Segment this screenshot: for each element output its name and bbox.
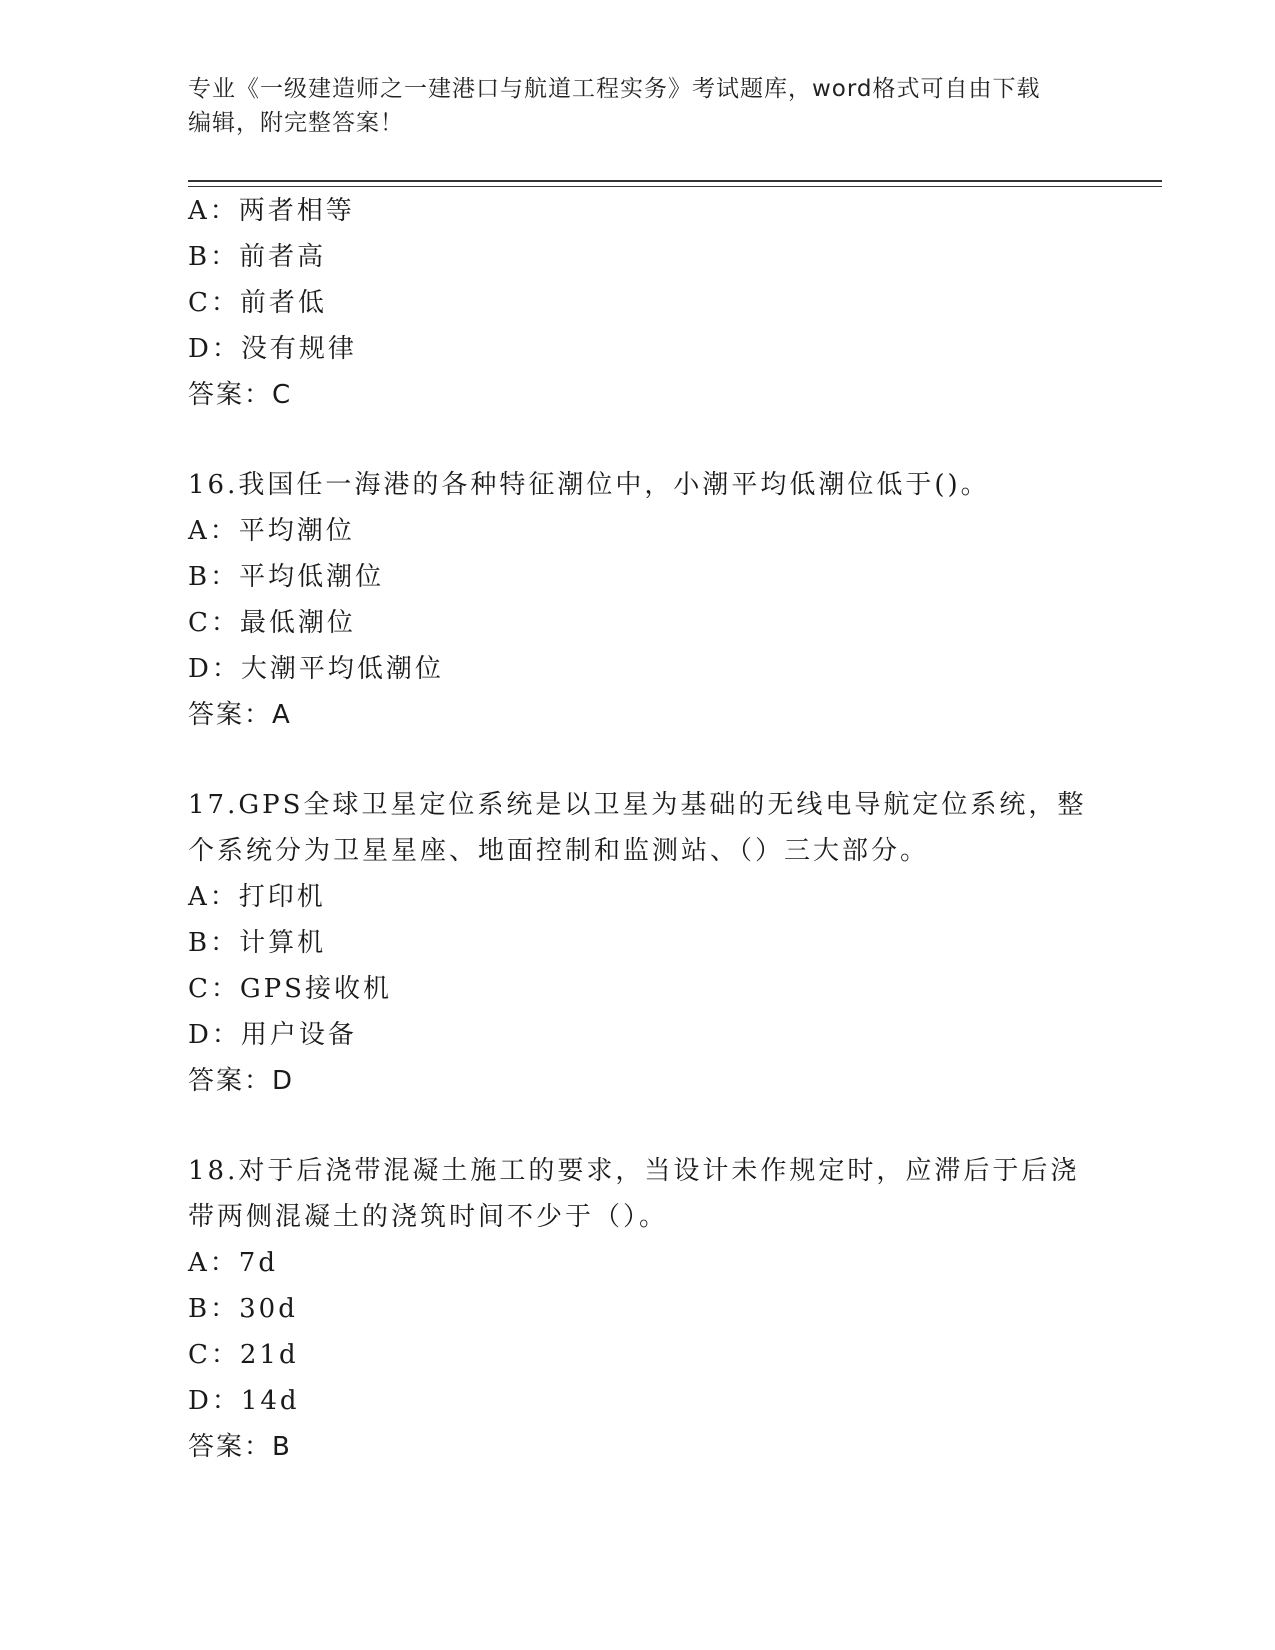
question-18 [188, 1148, 1088, 1470]
option-d: D：没有规律 [188, 334, 357, 364]
option-c: C：前者低 [188, 288, 327, 318]
header-line-2: 编辑，附完整答案！ [188, 110, 404, 136]
option-a: A：7d [188, 1248, 278, 1278]
question-stem: 16.我国任一海港的各种特征潮位中，小潮平均低潮位低于()。 [188, 470, 990, 500]
option-d: D：14d [188, 1386, 300, 1416]
question-stem-line-2: 带两侧混凝土的浇筑时间不少于（）。 [188, 1202, 669, 1232]
header-divider-thin [188, 186, 1162, 187]
option-a: A：两者相等 [188, 196, 355, 226]
option-b: B：30d [188, 1294, 298, 1324]
option-b: B：前者高 [188, 242, 327, 272]
question-15 [188, 188, 1088, 418]
option-c: C：GPS接收机 [188, 974, 392, 1004]
option-c: C：21d [188, 1340, 299, 1370]
question-list [188, 188, 1088, 1470]
option-b: B：计算机 [188, 928, 327, 958]
answer: 答案：D [188, 1066, 295, 1096]
question-stem-line-2: 个系统分为卫星星座、地面控制和监测站、（）三大部分。 [188, 836, 930, 866]
option-d: D：用户设备 [188, 1020, 357, 1050]
answer: 答案：C [188, 380, 293, 410]
option-a: A：打印机 [188, 882, 326, 912]
option-d: D：大潮平均低潮位 [188, 654, 444, 684]
option-b: B：平均低潮位 [188, 562, 385, 592]
question-stem-line-1: 18.对于后浇带混凝土施工的要求，当设计未作规定时，应滞后于后浇 [188, 1156, 1080, 1186]
question-16 [188, 462, 1088, 738]
document-header [188, 72, 1088, 140]
answer: 答案：B [188, 1432, 292, 1462]
answer: 答案：A [188, 700, 292, 730]
header-line-1: 专业《一级建造师之一建港口与航道工程实务》考试题库，word格式可自由下载 [188, 76, 1041, 102]
option-a: A：平均潮位 [188, 516, 355, 546]
header-divider-thick [188, 180, 1162, 182]
question-stem-line-1: 17.GPS全球卫星定位系统是以卫星为基础的无线电导航定位系统，整 [188, 790, 1087, 820]
option-c: C：最低潮位 [188, 608, 356, 638]
question-17 [188, 782, 1088, 1104]
